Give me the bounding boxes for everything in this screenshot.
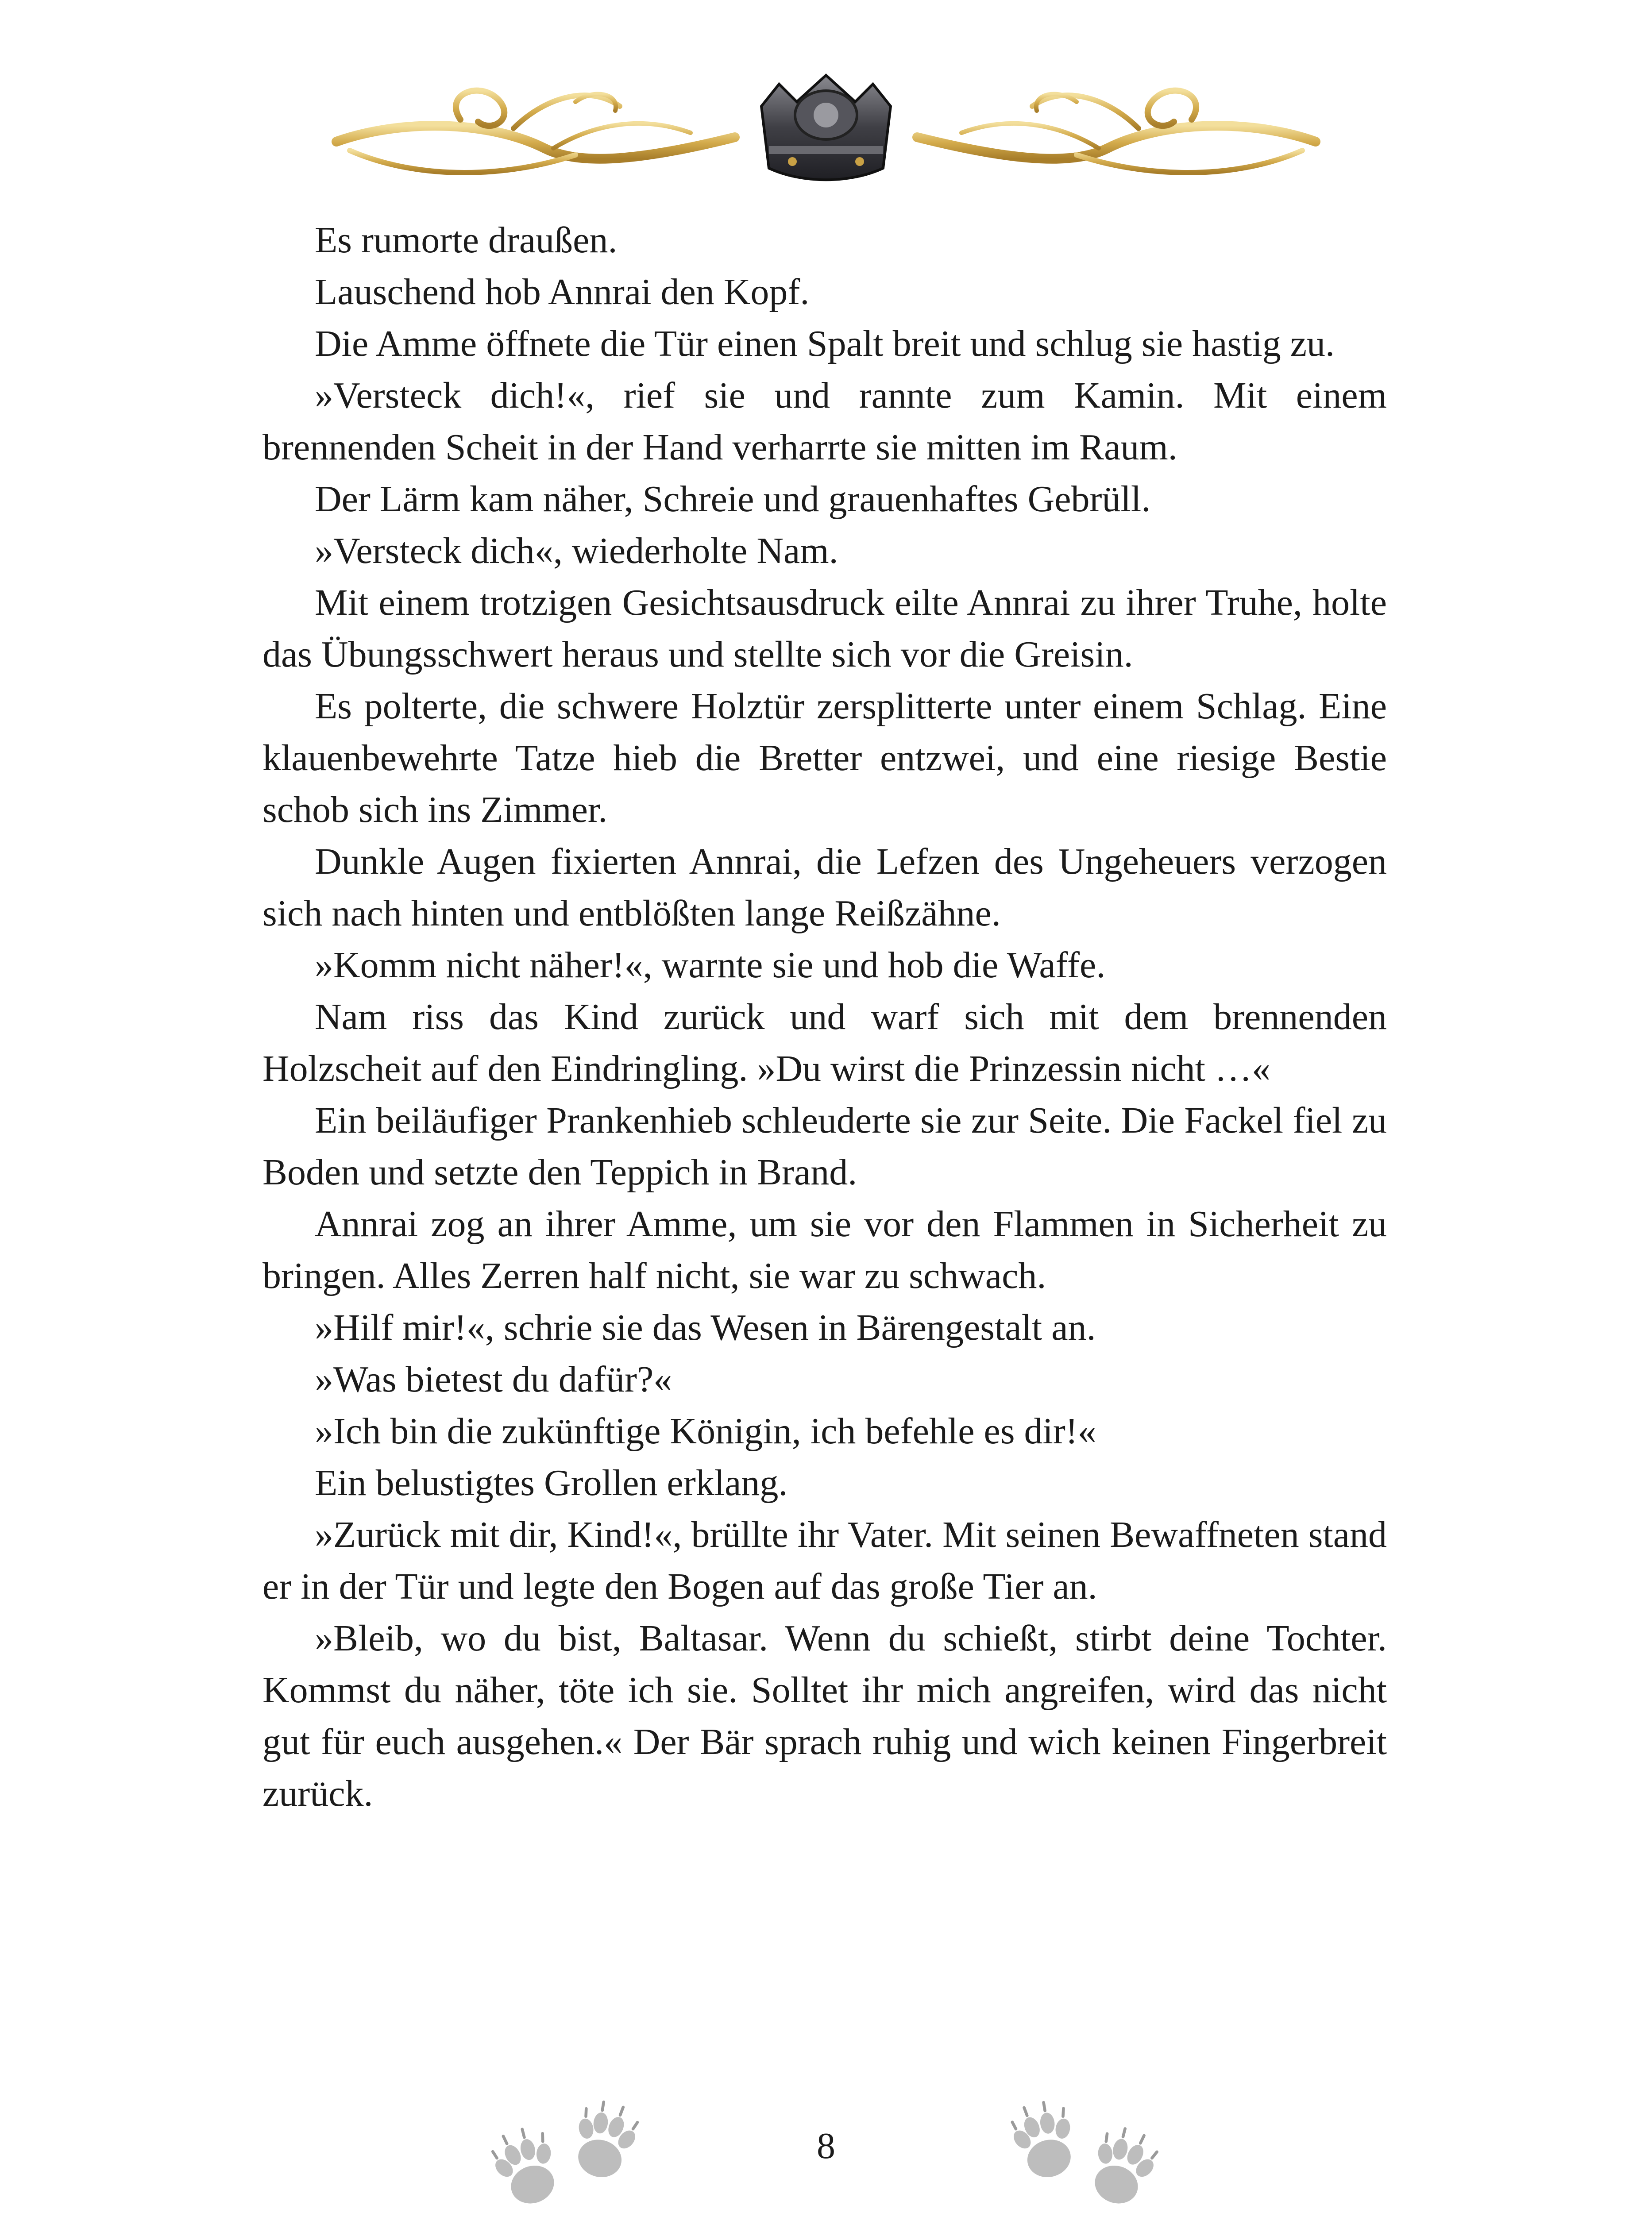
paragraph: »Was bietest du dafür?« — [315, 1359, 672, 1400]
left-flourish-icon — [336, 91, 735, 173]
bear-paw-print-icon — [487, 2121, 569, 2213]
paragraph: Mit einem trotzigen Gesichtsausdruck eilte Annrai zu ihrer Truhe, holte das Übungsschwert heraus und stellte sich vor die Greisin. — [262, 582, 1387, 675]
paragraph: Ein beiläufiger Prankenhieb schleuderte sie zur Seite. Die Fackel fiel zu Boden und setzte den Teppich in Brand. — [262, 1100, 1387, 1193]
right-flourish-icon — [917, 91, 1316, 173]
paragraph: Nam riss das Kind zurück und warf sich mit dem brennenden Holzscheit auf den Eindringling. »Du wirst die Prinzessin nicht …« — [262, 996, 1387, 1089]
paragraph: Ein belustigtes Grollen erklang. — [315, 1462, 788, 1504]
page-number: 8 — [817, 2125, 835, 2167]
paragraph: »Versteck dich«, wiederholte Nam. — [315, 530, 838, 571]
paragraph: »Bleib, wo du bist, Baltasar. Wenn du schießt, stirbt deine Tochter. Kommst du näher, töte ich sie. Solltet ihr mich angreifen, wird das nicht gut für euch ausgehen.« Der Bär sprach ruhig und wich keinen Fingerbreit zurück. — [262, 1618, 1387, 1814]
body-text — [262, 214, 1387, 1820]
paragraph: »Ich bin die zukünftige Königin, ich befehle es dir!« — [315, 1411, 1096, 1452]
bear-paw-print-icon — [564, 2097, 645, 2185]
paragraph: Der Lärm kam näher, Schreie und grauenhaftes Gebrüll. — [315, 478, 1151, 520]
paragraph: »Zurück mit dir, Kind!«, brüllte ihr Vater. Mit seinen Bewaffneten stand er in der Tür und legte den Bogen auf das große Tier an. — [262, 1514, 1387, 1607]
paragraph: Annrai zog an ihrer Amme, um sie vor den Flammen in Sicherheit zu bringen. Alles Zerren half nicht, sie war zu schwach. — [262, 1203, 1387, 1296]
paragraph: »Komm nicht näher!«, warnte sie und hob die Waffe. — [315, 945, 1106, 986]
paragraph: »Hilf mir!«, schrie sie das Wesen in Bärengestalt an. — [315, 1307, 1096, 1348]
crown-icon — [761, 75, 891, 180]
bear-paw-print-icon — [1004, 2097, 1085, 2185]
paragraph: Die Amme öffnete die Tür einen Spalt breit und schlug sie hastig zu. — [315, 323, 1335, 364]
header-ornament — [0, 66, 1652, 199]
paragraph: Es rumorte draußen. — [315, 220, 618, 261]
paragraph: Es polterte, die schwere Holztür zersplitterte unter einem Schlag. Eine klauenbewehrte Tatze hieb die Bretter entzwei, und eine riesige Bestie schob sich ins Zimmer. — [262, 686, 1387, 830]
bear-paw-print-icon — [1080, 2121, 1165, 2213]
paragraph: »Versteck dich!«, rief sie und rannte zum Kamin. Mit einem brennenden Scheit in der Hand verharrte sie mitten im Raum. — [262, 375, 1387, 468]
paragraph: Lauschend hob Annrai den Kopf. — [315, 271, 810, 312]
paragraph: Dunkle Augen fixierten Annrai, die Lefzen des Ungeheuers verzogen sich nach hinten und entblößten lange Reißzähne. — [262, 841, 1387, 934]
